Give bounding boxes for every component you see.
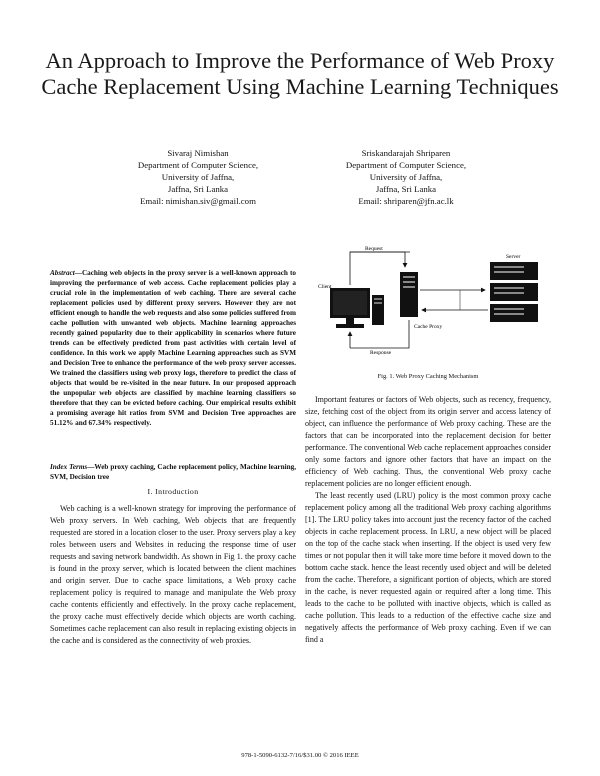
- figure-proxy-caching: [310, 240, 550, 365]
- index-terms-text: —Web proxy caching, Cache replacement policy, Machine learning, SVM, Decision tree: [50, 463, 296, 481]
- section-heading: I. Introduction: [147, 487, 199, 496]
- author-univ: University of Jaffna,: [369, 172, 443, 182]
- intro-body: [50, 503, 296, 647]
- author-dept: Department of Computer Science,: [345, 160, 467, 170]
- copyright-footer: 978-1-5090-6132-7/16/$31.00 © 2016 IEEE: [241, 752, 359, 759]
- cache-proxy-label: Cache Proxy: [414, 324, 443, 330]
- author-loc: Jaffna, Sri Lanka: [375, 184, 437, 194]
- author-dept: Department of Computer Science,: [137, 160, 259, 170]
- paper-title: An Approach to Improve the Performance of Web Proxy Cache Replacement Using Machine Learning Techniques: [41, 48, 559, 99]
- author-univ: University of Jaffna,: [161, 172, 235, 182]
- author-name: Sivaraj Nimishan: [167, 148, 229, 158]
- author-email: Email: shriparen@jfn.ac.lk: [358, 196, 454, 206]
- client-computer-icon: [330, 288, 384, 328]
- abstract: [50, 268, 296, 428]
- body-paragraph: The least recently used (LRU) policy is the most common proxy cache replacement policy among all the traditional Web proxy caching algorithms [1]. The LRU policy takes into account just the recency factor of the cached objects in cache replacement process. In LRU, a new object will be placed on the top of the cache stack when inserting. If the object is used very few times or not popular then it will take more time before it moved down to the bottom cache stack. hence the least recently used object and will be deleted from the cache. Therefore, a significant portion of objects, which are stored in the cache, is never requested again or required after a long time. This leads to the cache to be polluted with inactive objects, which is called as cache pollution. This leads to a reduction of the effective cache size and negatively affects the performance of Web proxy caching. Even if we can find a: [305, 491, 551, 644]
- author-block-1: [98, 147, 298, 207]
- intro-paragraph: Web caching is a well-known strategy for improving the performance of Web proxy servers. In Web caching, Web objects that are frequently requested are stored in a location closer to the user. Proxy servers play a key roles between users and Websites in reducing the response time of user requests and saving network bandwidth. As shown in Fig 1. the proxy cache is found in the proxy server, which is located between the client machines and origin server. Due to cache space limitations, a Web proxy cache replacement policy is required to manage and manipulate the Web proxy cache contents efficiently and effectively. In the proxy cache replacement, the proxy cache must effectively decide which objects are worth caching. Sometimes cache replacement can also result in replacing existing objects in the cache and is considered as the connectivity of web proxies.: [50, 504, 296, 645]
- abstract-label: Abstract: [50, 269, 75, 277]
- figure-caption: Fig. 1. Web Proxy Caching Mechanism: [377, 373, 479, 380]
- response-label: Response: [370, 350, 392, 356]
- author-email: Email: nimishan.siv@gmail.com: [140, 196, 256, 206]
- request-label: Request: [365, 246, 383, 252]
- server-label: Server: [506, 254, 521, 260]
- author-block-2: [306, 147, 506, 207]
- author-loc: Jaffna, Sri Lanka: [167, 184, 229, 194]
- client-label: Client: [318, 284, 332, 290]
- index-terms-label: Index Terms: [50, 463, 88, 471]
- abstract-text: —Caching web objects in the proxy server is a well-known approach to improving the performance of web access. Cache replacement policies play a crucial role in the implementation of web caching. There are several cache replacement policies used by different proxy servers. However they are not efficient enough to handle the web requests and also some policies suffered from cache pollution with unwanted web objects. Machine learning approaches recently gained popularity due to their applicability in scenarios where future trends can be effectively predicted from past activities with certain level of confidence. In this work we apply Machine Learning approaches such as SVM and Decision Tree to enhance the performance of the web proxy server accesses. We trained the classifiers using web proxy logs, therefore to predict the class of objects that would be re-visited in the near future. In our proposed approach the unpopular web objects are classified by machine learning classifiers so therefore that they can be evicted before caching. Our empirical results exhibit a promising average hit ratios from SVM and Decision Tree approaches are 51.12% and 67.34% respectively.: [50, 269, 296, 427]
- proxy-server-icon: [400, 272, 418, 317]
- index-terms: [50, 462, 296, 482]
- author-name: Sriskandarajah Shriparen: [361, 148, 451, 158]
- body-paragraph: Important features or factors of Web objects, such as recency, frequency, size, fetching cost of the object from its origin server and access latency of object, can influence the performance of Web proxy caching. These are the factors that can be incorporated into the replacement decision for better performance. The conventional Web cache replacement approaches consider only some factors and ignore other factors that have an impact on the efficiency of Web caching. Thus, the conventional Web proxy cache replacement policies are no longer efficient enough.: [305, 395, 551, 488]
- server-rack-icon: [490, 262, 538, 322]
- right-column-body: [305, 394, 551, 646]
